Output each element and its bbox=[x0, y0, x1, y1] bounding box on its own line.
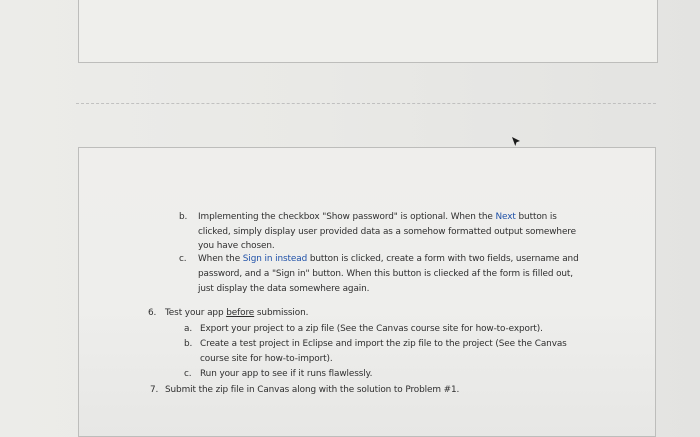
list-item-text-line: Implementing the checkbox "Show password" is optional. When the Next button is bbox=[198, 212, 557, 222]
list-item-7 bbox=[150, 383, 158, 398]
list-marker: b. bbox=[184, 339, 193, 349]
list-item-6 bbox=[148, 306, 156, 321]
list-marker: b. bbox=[179, 212, 188, 222]
underlined-word: before bbox=[226, 308, 255, 318]
list-item-b-top bbox=[179, 210, 197, 225]
list-item-text-line: When the Sign in instead button is clicked, create a form with two fields, username and bbox=[198, 254, 579, 264]
list-item-text-line: clicked, simply display user provided data as a somehow formatted output somewhere bbox=[198, 227, 577, 237]
list-item-6c bbox=[184, 367, 192, 382]
list-marker: c. bbox=[179, 254, 187, 264]
list-marker: c. bbox=[184, 369, 192, 379]
page-break-divider bbox=[76, 103, 656, 104]
previous-page-frame bbox=[78, 0, 658, 63]
list-item-text-line: you have chosen. bbox=[198, 241, 275, 251]
sign-in-instead-button-reference: Sign in instead bbox=[242, 254, 308, 264]
list-item-text-line: course site for how-to-import). bbox=[200, 354, 333, 364]
list-item-6b bbox=[184, 337, 192, 352]
list-marker: 6. bbox=[148, 308, 157, 318]
list-marker: 7. bbox=[150, 385, 159, 395]
list-item-text-line: Run your app to see if it runs flawlessly. bbox=[200, 369, 373, 379]
list-item-text-line: Create a test project in Eclipse and import the zip file to the project (See the Canvas bbox=[200, 339, 567, 349]
list-item-c-top bbox=[179, 252, 187, 267]
next-button-reference: Next bbox=[495, 212, 516, 222]
list-item-text-line: Test your app before submission. bbox=[165, 308, 309, 318]
list-item-text-line: Submit the zip file in Canvas along with the solution to Problem #1. bbox=[165, 385, 460, 395]
list-item-text-line: just display the data somewhere again. bbox=[198, 284, 370, 294]
list-item-6a bbox=[184, 322, 192, 337]
list-item-text-line: password, and a "Sign in" button. When this button is cliecked af the form is filled out, bbox=[198, 269, 574, 279]
list-item-text-line: Export your project to a zip file (See the Canvas course site for how-to-export). bbox=[200, 324, 543, 334]
list-marker: a. bbox=[184, 324, 193, 334]
